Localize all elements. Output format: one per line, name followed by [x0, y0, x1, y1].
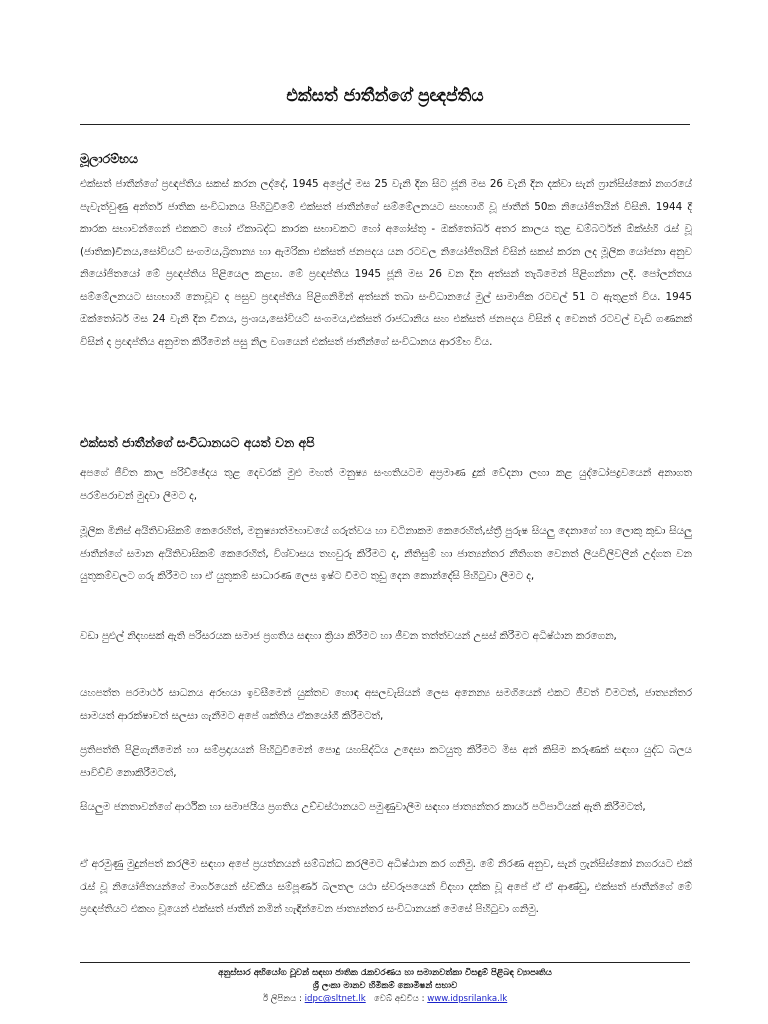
paragraph-preamble-1: අපගේ ජීවිත කාල පරිච්ඡේදය තුළ දෙවරක් මුළු මහත් මනුෂ්‍ය සංහතියටම අප්‍රමාණ දුක් වේදනා ලඟා කළ යුද්ධෝපද්‍රවයෙන් අනාගත පරම්පරාවන් මුදවා ලීමට ද, — [80, 467, 692, 502]
footer-contact-line — [80, 993, 690, 1006]
footer-project-line: අනුස්සාර අභියෝග වූවන් සඳහා ජාතික රැකවරණය හා සමානවත්කා විසඳුම් පිළිබඳ ව්‍යාපෘතිය — [218, 968, 552, 978]
document-title: එක්සත් ජාතීන්ගේ ප්‍රඥප්තිය — [286, 86, 484, 106]
paragraph-preamble-6: සියලුම ජනතාවන්ගේ ආර්ථික හා සමාජයීය ප්‍රගතිය උච්චස්ථානයට පමුණුවාලීම සඳහා ජාත්‍යන්තර කාර්ය පටිපාටියක් ඇති කිරීමටත්, — [80, 801, 646, 813]
email-label: ඊ ලිපිනය : — [262, 994, 302, 1004]
paragraph-preamble-7: ඒ අරමුණු මුදුන්පත් කරලීම සඳහා අපේ ප්‍රයත්නයන් සම්බන්ධ කරලීමට අධිෂ්ඨාන කර ගනිමු. මේ නිරණ අනුව, සැන් ෆ්‍රැන්සිස්කෝ නගරයට එක් රැස් වූ නියෝජිතයන්ගේ මාර්ගයෙන් ස්වකීය සම්පූර්ණ බලතල යථා ස්වරූපයෙන් විදහා දක්ක වූ අපේ ඒ ඒ ආණ්ඩු, එක්සත් ජාතීන්ගේ මේ ප්‍රඥප්තියට එකඟ වූයෙන් එක්සත් ජාතීන් නමින් හැඳින්වෙන ජාත්‍යන්තර සංවිධානයක් මෙසේ පිහිටුවා ගනිමු. — [80, 858, 692, 915]
paragraph-preamble-4: යහපත්ත පරමාර්ථ සාධනය අරභයා ඉවසීමෙන් යුක්තව හොඳ අසලවැසියන් ලෙස අනෙන්‍ය සමගියෙන් එකට ජීවත් වීමටත්, ජාත්‍යන්තර සාමයත් ආරක්ෂාවත් සලසා ගැනීමට අපේ ශක්තිය ඒකයෝගී කිරීමටත්, — [80, 687, 692, 722]
title-divider — [80, 124, 690, 125]
footer-commission-line: ශ්‍රී ලංකා මානව හිමිකම් කොමිෂන් සභාව — [312, 981, 458, 991]
paragraph-preamble-3: වඩා පුළුල් නිදහසක් ඇති පරිසරයක සමාජ ප්‍රගතිය සඳහා ක්‍රියා කිරීමට හා ජීවන තත්ත්වයන් උසස් කිරීමට අධිෂ්ඨාන කරගෙන, — [80, 630, 617, 642]
email-link[interactable]: idpc@sltnet.lk — [304, 994, 366, 1004]
paragraph-preamble-5: ප්‍රතිපත්ති පිළිගැනීමෙන් හා සම්ප්‍රදායයන් පිහිටුවීමෙන් පොදු යහසිද්ධිය උදෙසා කටයුතු කිරීමට මිස අන් කිසිම කරුණක් සඳහා යුද්ධ බලය පාවිච්චි නොකිරීමටත්, — [80, 744, 692, 779]
section-heading-origin: මූලාරම්භය — [80, 151, 139, 166]
footer — [80, 967, 690, 1006]
section-heading-we-the-peoples: එක්සත් ජාතීන්ගේ සංවිධානයට අයත් වන අපි — [80, 435, 315, 450]
website-link[interactable]: www.idpsrilanka.lk — [427, 994, 508, 1004]
footer-divider — [80, 962, 690, 963]
web-label: වෙබ් අඩවිය : — [373, 994, 425, 1004]
paragraph-origin: එක්සත් ජාතීන්ගේ ප්‍රඥප්තිය සකස් කරන ලද්දේ, 1945 අප්‍රේල් මස 25 වැනි දින සිට ජූනි මස 26 වැනි දින දක්වා සැන් ෆ්‍රාන්සිස්කෝ නගරයේ පැවැත්වුණු අන්තර් ජාතික සංවිධානය පිහිටුවීමේ එක්සත් ජාතීන්ගේ සම්මේලනයට සහභාගි වූ ජාතීන් 50ක නියෝජිතයින් විසිනි. 1944 දී කාරක සභාවන්ගෙන් එකකට හෝ ඒකාබද්ධ කාරක සභාවකට හෝ අගෝස්තු - ඔක්තෝබර් අතර කාලය තුළ ඩම්බර්ටන් ඕක්ස්හි රැස් වූ (ජාතික)චීනය,සෝවියට් සංගමය,බ්‍රිතාන්‍ය හා ඇමරිකා එක්සත් ජනපදය යන රටවල නියෝජිතයින් විසින් සකස් කරන ලද මූලික යෝජනා අනුව නියෝජිතයෝ මේ ප්‍රඥප්තිය පිළියෙල කළහ. මේ ප්‍රඥප්තිය 1945 ජූනි මස 26 වන දින අත්සන් තැබීමෙන් පිළිගන්නා ලදි. පෝලන්තය සම්මේලනයට සහභාගි නොවූව ද පසුව ප්‍රඥප්තිය පිළිගනිමින් අත්සන් තබා සංවිධානයේ මුල් සාමාජික රටවල් 51 ට ඇතුළත් විය. 1945 ඔක්තෝබර් මස 24 වැනි දින චීනය, ප්‍රංශය,සෝවියට් සංගමය,එක්සත් රාජධානිය සහ එක්සත් ජනපදය විසින් ද වෙනත් රටවල් වැඩි ගණනක් විසින් ද ප්‍රඥප්තිය අනුමත කිරීමෙන් පසු නිල වශයෙන් එක්සත් ජාතීන්ගේ සංවිධානය ආරම්භ විය. — [80, 178, 692, 348]
paragraph-preamble-2: මූලික මිනිස් අයිතිවාසිකම් කෙරෙහිත්, මනුෂ්‍යාත්මභාවයේ ගරුත්වය හා වටිනාකම කෙරෙහිත්,ස්ත්‍රී පුරුෂ සියලු දෙනාගේ හා ලොකු කුඩා සියලු ජාතීන්ගේ සමාන අයිතිවාසිකම් කෙරෙහිත්, විශ්වාසය තහවුරු කිරීමට ද, නීතිසුම් හා ජාත්‍යන්තර නීතිගත වෙනත් ලියවිලිවලින් උද්ගත වන යුතුකම්වලට ගරු කිරීමට හා ඒ යුතුකම් සාධාරණ ලෙස ඉෂ්ට වීමට තුඩු දෙන කොන්දේසි පිහිටුවා ලීමට ද, — [80, 525, 692, 582]
